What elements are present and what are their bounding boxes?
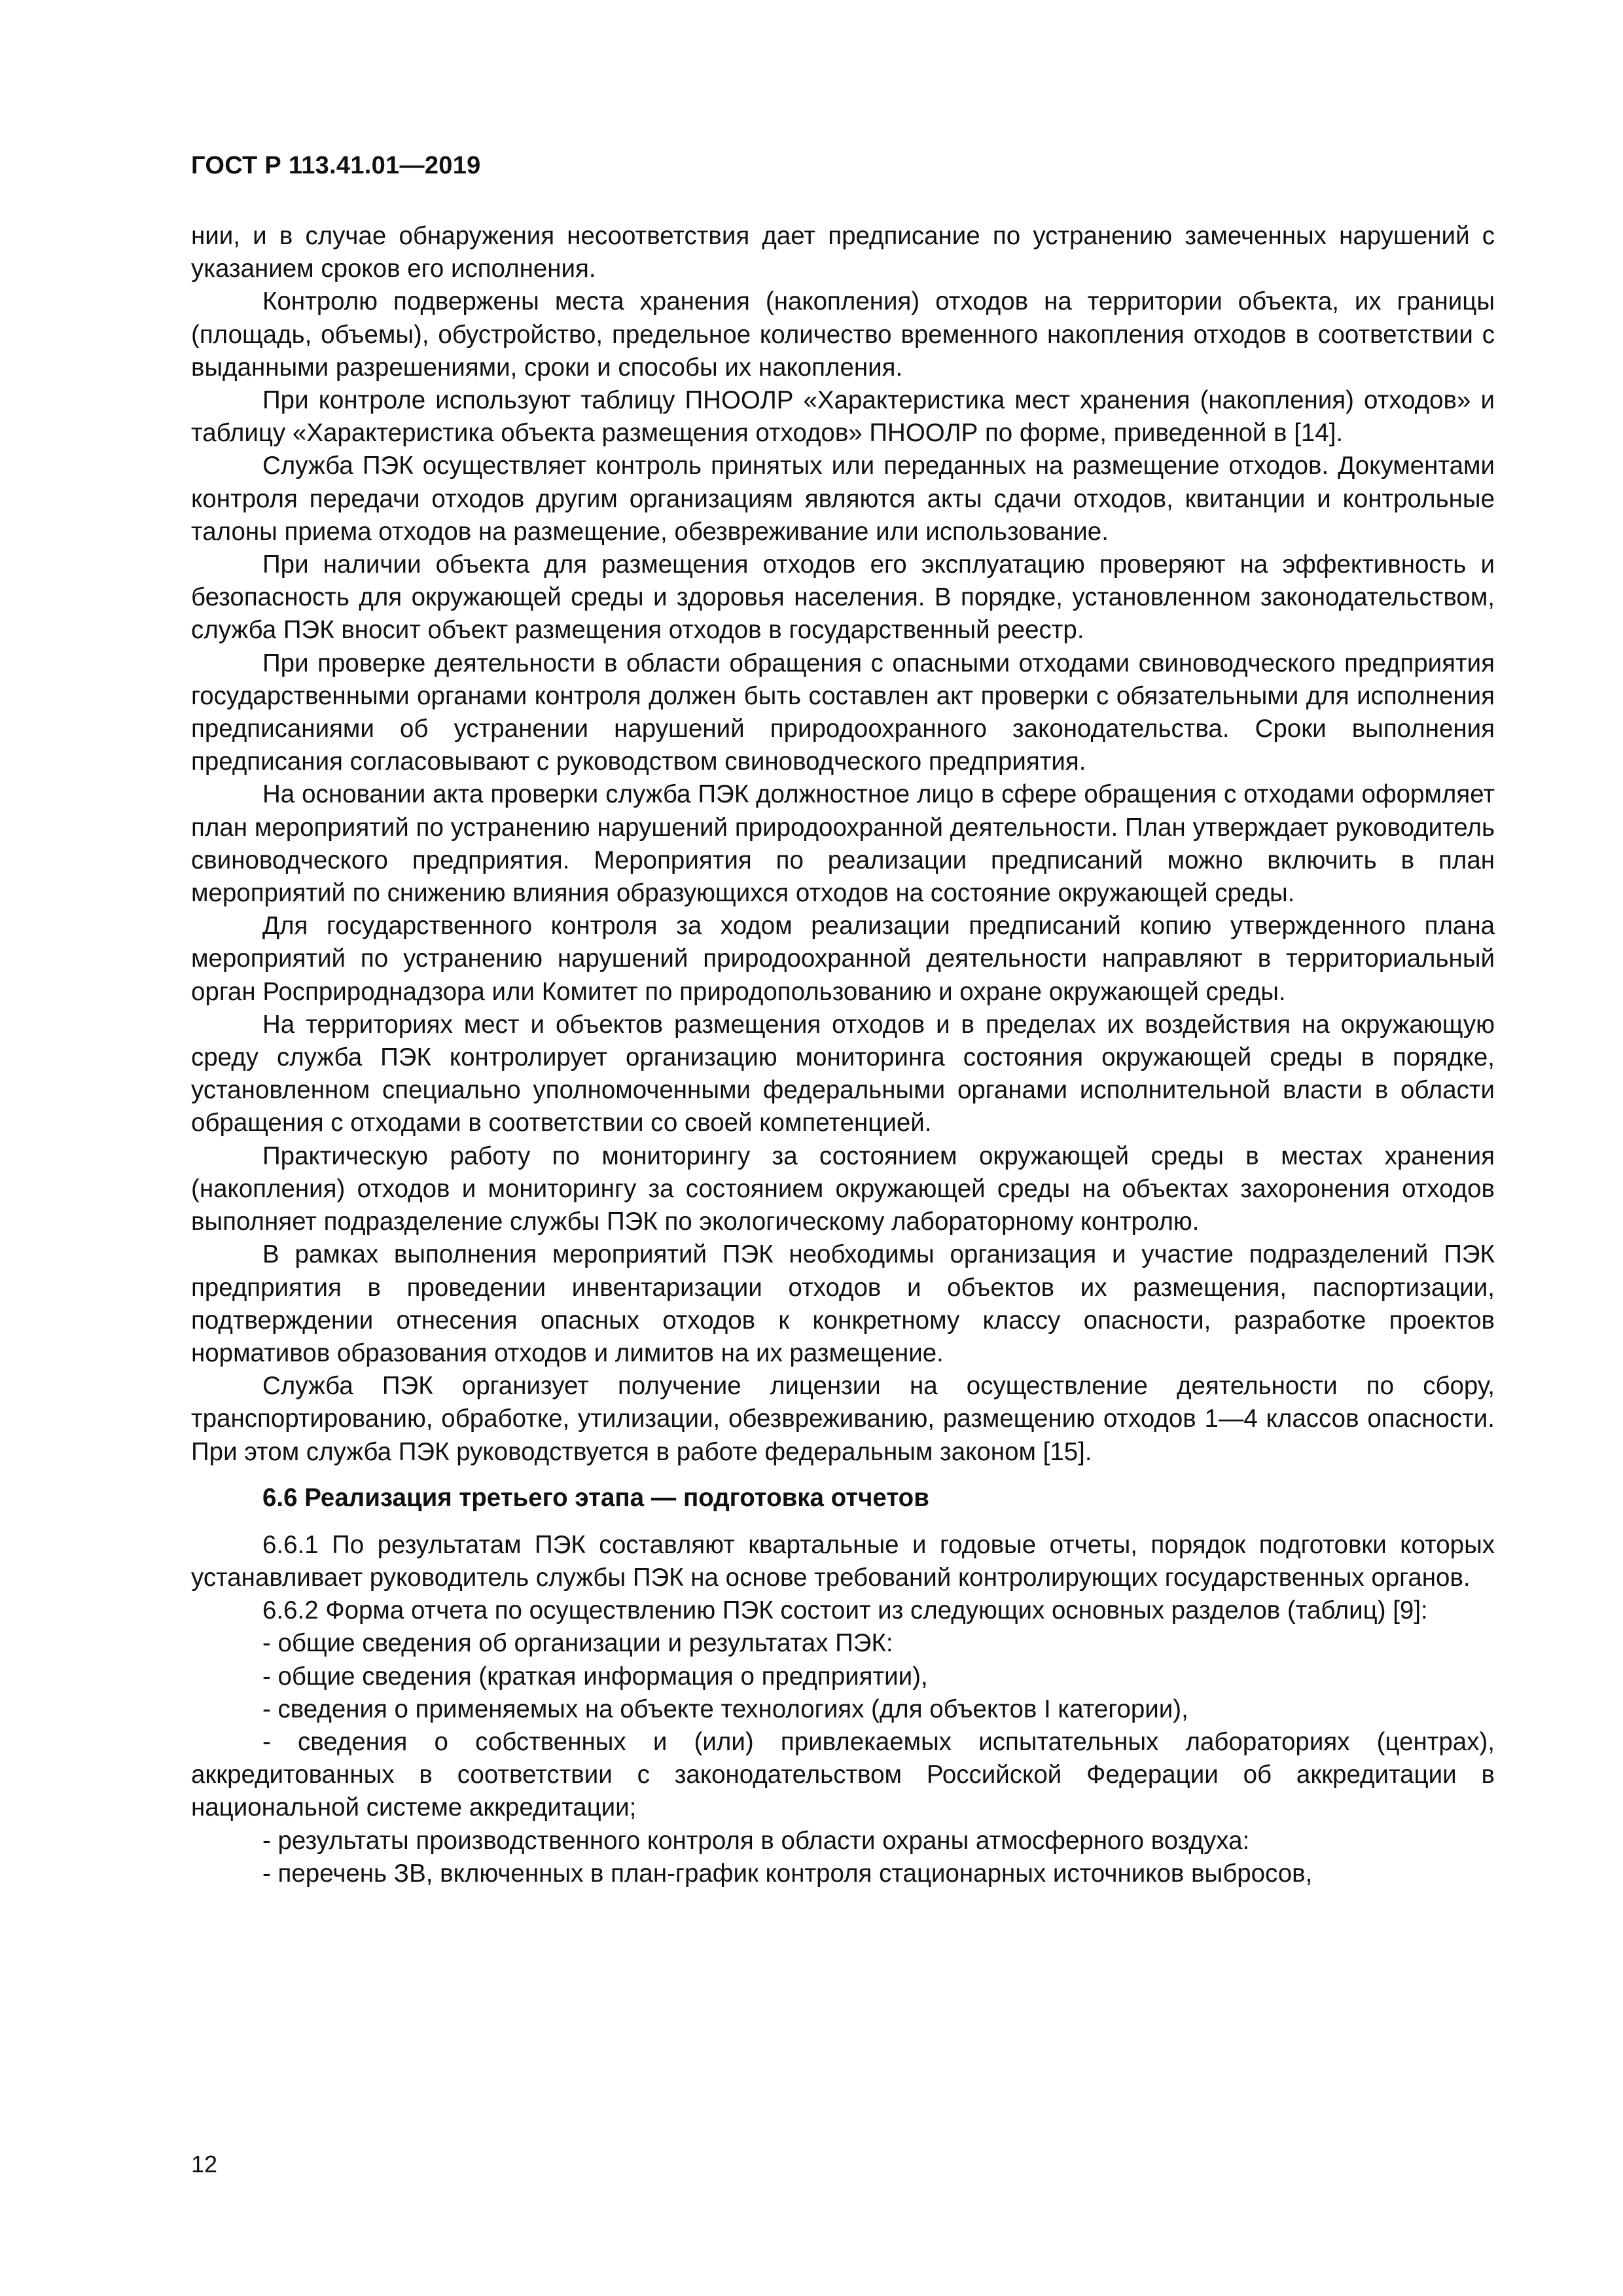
page-number: 12 <box>191 2151 218 2178</box>
section-paragraph: 6.6.2 Форма отчета по осуществлению ПЭК состоит из следующих основных разделов (таблиц) [9]: <box>262 1596 1428 1625</box>
list-item: - перечень ЗВ, включенных в план-график контроля стационарных источников выбросов, <box>262 1859 1313 1888</box>
list-item: - сведения о применяемых на объекте технологиях (для объектов I категории), <box>262 1695 1188 1723</box>
paragraph: Практическую работу по мониторингу за состоянием окружающей среды в местах хранения (накопления) отходов и мониторингу за состоянием окружающей среды на объектах захоронения отходов выполняет подразделение службы ПЭК по экологическому лабораторному контролю. <box>191 1141 1495 1236</box>
paragraph: При наличии объекта для размещения отходов его эксплуатацию проверяют на эффективность и безопасность для окружающей среды и здоровья населения. В порядке, установленном законодательством, служба ПЭК вносит объект размещения отходов в государственный реестр. <box>191 550 1495 645</box>
paragraph: На территориях мест и объектов размещения отходов и в пределах их воздействия на окружающую среду служба ПЭК контролирует организацию мониторинга состояния окружающей среды в порядке, установленном специально уполномоченными федеральными органами исполнительной власти в области обращения с отходами в соответствии со своей компетенцией. <box>191 1010 1495 1138</box>
section-paragraph: 6.6.1 По результатам ПЭК составляют квартальные и годовые отчеты, порядок подготовки которых устанавливает руководитель службы ПЭК на основе требований контролирующих государственных органов. <box>191 1530 1495 1592</box>
list-item: - сведения о собственных и (или) привлекаемых испытательных лабораториях (центрах), аккредитованных в соответствии с законодательством Российской Федерации об аккредитации в национальной системе аккредитации; <box>191 1727 1495 1822</box>
section-heading: 6.6 Реализация третьего этапа — подготовка отчетов <box>262 1483 929 1512</box>
list-item: - общие сведения (краткая информация о предприятии), <box>262 1662 928 1691</box>
document-body <box>191 220 1495 1890</box>
paragraph: Контролю подвержены места хранения (накопления) отходов на территории объекта, их границы (площадь, объемы), обустройство, предельное количество временного накопления отходов в соответствии с выданными разрешениями, сроки и способы их накопления. <box>191 287 1495 382</box>
list-item: - результаты производственного контроля в области охраны атмосферного воздуха: <box>262 1826 1250 1855</box>
paragraph: Служба ПЭК осуществляет контроль принятых или переданных на размещение отходов. Документами контроля передачи отходов другим организациям являются акты сдачи отходов, квитанции и контрольные талоны приема отходов на размещение, обезвреживание или использование. <box>191 452 1495 546</box>
paragraph: Служба ПЭК организует получение лицензии на осуществление деятельности по сбору, транспортированию, обработке, утилизации, обезвреживанию, размещению отходов 1—4 классов опасности. При этом служба ПЭК руководствуется в работе федеральным законом [15]. <box>191 1372 1495 1466</box>
paragraph: При контроле используют таблицу ПНООЛР «Характеристика мест хранения (накопления) отходов» и таблицу «Характеристика объекта размещения отходов» ПНООЛР по форме, приведенной в [14]. <box>191 386 1495 448</box>
document-code-header: ГОСТ Р 113.41.01—2019 <box>191 152 481 179</box>
paragraph: При проверке деятельности в области обращения с опасными отходами свиноводческого предприятия государственными органами контроля должен быть составлен акт проверки с обязательными для исполнения предписаниями об устранении нарушений природоохранного законодательства. Сроки выполнения предписания согласовывают с руководством свиноводческого предприятия. <box>191 649 1495 776</box>
paragraph: Для государственного контроля за ходом реализации предписаний копию утвержденного плана мероприятий по устранению нарушений природоохранной деятельности направляют в территориальный орган Росприроднадзора или Комитет по природопользованию и охране окружающей среды. <box>191 912 1495 1006</box>
paragraph: В рамках выполнения мероприятий ПЭК необходимы организация и участие подразделений ПЭК предприятия в проведении инвентаризации отходов и объектов их размещения, паспортизации, подтверждении отнесения опасных отходов к конкретному классу опасности, разработке проектов нормативов образования отходов и лимитов на их размещение. <box>191 1240 1495 1367</box>
paragraph-continuation: нии, и в случае обнаружения несоответствия дает предписание по устранению замеченных нарушений с указанием сроков его исполнения. <box>191 222 1495 283</box>
list-item: - общие сведения об организации и результатах ПЭК: <box>262 1629 893 1658</box>
paragraph: На основании акта проверки служба ПЭК должностное лицо в сфере обращения с отходами оформляет план мероприятий по устранению нарушений природоохранной деятельности. План утверждает руководитель свиноводческого предприятия. Мероприятия по реализации предписаний можно включить в план мероприятий по снижению влияния образующихся отходов на состояние окружающей среды. <box>191 780 1495 908</box>
